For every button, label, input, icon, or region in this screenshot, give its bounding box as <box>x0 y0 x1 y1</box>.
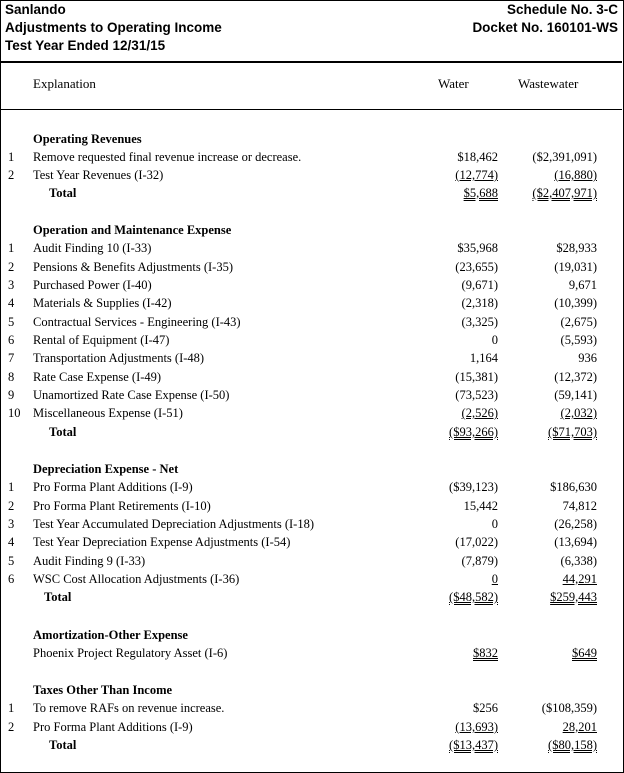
column-header-divider <box>0 109 622 110</box>
line-number: 1 <box>8 701 15 715</box>
water-amount: (15,381) <box>455 370 498 384</box>
header-divider <box>0 61 622 63</box>
water-amount: 1,164 <box>469 351 498 365</box>
section-heading-row <box>0 461 622 479</box>
line-description: Miscellaneous Expense (I-51) <box>33 406 183 420</box>
water-amount: (2,318) <box>461 296 498 310</box>
line-number: 2 <box>8 499 15 513</box>
line-number: 1 <box>8 241 15 255</box>
wastewater-amount: (5,593) <box>560 333 597 347</box>
section-heading-row <box>0 682 622 700</box>
table-row <box>0 167 622 185</box>
line-number: 5 <box>8 554 15 568</box>
docket-number: Docket No. 160101-WS <box>472 20 618 35</box>
company-name: Sanlando <box>5 2 66 17</box>
water-amount: 15,442 <box>463 499 498 513</box>
table-row <box>0 295 622 313</box>
line-description: Phoenix Project Regulatory Asset (I-6) <box>33 646 228 660</box>
wastewater-total: ($80,158) <box>548 738 597 752</box>
header-row-1 <box>0 1 622 19</box>
water-amount: (17,022) <box>455 535 498 549</box>
water-amount: (2,526) <box>461 406 498 420</box>
water-total: ($93,266) <box>449 425 498 439</box>
water-amount: $832 <box>473 646 498 660</box>
table-row <box>0 553 622 571</box>
wastewater-amount: (10,399) <box>554 296 597 310</box>
wastewater-amount: (16,880) <box>554 168 597 182</box>
total-label: Total <box>49 186 77 200</box>
wastewater-amount: 936 <box>578 351 597 365</box>
line-description: To remove RAFs on revenue increase. <box>33 701 225 715</box>
line-description: Pro Forma Plant Additions (I-9) <box>33 480 193 494</box>
wastewater-amount: (2,032) <box>560 406 597 420</box>
total-label: Total <box>49 425 77 439</box>
water-amount: (13,693) <box>455 720 498 734</box>
line-description: Audit Finding 9 (I-33) <box>33 554 146 568</box>
wastewater-amount: $28,933 <box>556 241 597 255</box>
wastewater-amount: ($2,391,091) <box>532 150 597 164</box>
table-row <box>0 719 622 737</box>
line-description: Audit Finding 10 (I-33) <box>33 241 152 255</box>
column-header-explanation: Explanation <box>33 76 96 91</box>
line-description: Contractual Services - Engineering (I-43) <box>33 315 241 329</box>
table-row <box>0 645 622 663</box>
line-number: 3 <box>8 517 15 531</box>
header-row-3 <box>0 37 622 55</box>
line-number: 5 <box>8 315 15 329</box>
total-label: Total <box>44 590 72 604</box>
water-amount: $35,968 <box>457 241 498 255</box>
wastewater-amount: ($108,359) <box>541 701 597 715</box>
wastewater-amount: (59,141) <box>554 388 597 402</box>
wastewater-amount: 44,291 <box>562 572 597 586</box>
line-description: WSC Cost Allocation Adjustments (I-36) <box>33 572 240 586</box>
line-number: 10 <box>8 406 21 420</box>
table-row <box>0 350 622 368</box>
total-row <box>0 737 622 755</box>
table-row <box>0 369 622 387</box>
table-row <box>0 332 622 350</box>
line-number: 6 <box>8 572 15 586</box>
table-row <box>0 534 622 552</box>
wastewater-amount: (13,694) <box>554 535 597 549</box>
line-description: Rate Case Expense (I-49) <box>33 370 162 384</box>
wastewater-amount: $186,630 <box>550 480 597 494</box>
wastewater-amount: (19,031) <box>554 260 597 274</box>
line-description: Transportation Adjustments (I-48) <box>33 351 205 365</box>
wastewater-total: ($71,703) <box>548 425 597 439</box>
table-row <box>0 149 622 167</box>
table-row <box>0 479 622 497</box>
wastewater-amount: $649 <box>572 646 597 660</box>
line-description: Rental of Equipment (I-47) <box>33 333 170 347</box>
line-number: 3 <box>8 278 15 292</box>
test-year-period: Test Year Ended 12/31/15 <box>5 38 166 53</box>
section-heading-row <box>0 627 622 645</box>
table-row <box>0 240 622 258</box>
wastewater-amount: 9,671 <box>568 278 597 292</box>
line-number: 9 <box>8 388 15 402</box>
water-amount: 0 <box>491 572 498 586</box>
line-description: Test Year Revenues (I-32) <box>33 168 164 182</box>
wastewater-amount: (26,258) <box>554 517 597 531</box>
line-description: Test Year Depreciation Expense Adjustments (I-54) <box>33 535 291 549</box>
table-row <box>0 516 622 534</box>
line-number: 2 <box>8 168 15 182</box>
line-number: 8 <box>8 370 15 384</box>
column-header-water: Water <box>438 76 469 91</box>
line-number: 6 <box>8 333 15 347</box>
section-title: Operation and Maintenance Expense <box>33 223 232 237</box>
water-amount: (23,655) <box>455 260 498 274</box>
line-description: Test Year Accumulated Depreciation Adjustments (I-18) <box>33 517 314 531</box>
line-number: 4 <box>8 535 15 549</box>
schedule-title: Adjustments to Operating Income <box>5 20 222 35</box>
section-heading-row <box>0 131 622 149</box>
header-row-2 <box>0 19 622 37</box>
wastewater-total: $259,443 <box>550 590 597 604</box>
water-amount: (9,671) <box>461 278 498 292</box>
total-label: Total <box>49 738 77 752</box>
section-title: Depreciation Expense - Net <box>33 462 179 476</box>
table-row <box>0 277 622 295</box>
water-amount: $256 <box>473 701 498 715</box>
total-row <box>0 185 622 203</box>
water-amount: $18,462 <box>457 150 498 164</box>
water-total: $5,688 <box>463 186 498 200</box>
line-description: Pro Forma Plant Retirements (I-10) <box>33 499 211 513</box>
line-number: 7 <box>8 351 15 365</box>
line-description: Purchased Power (I-40) <box>33 278 152 292</box>
total-row <box>0 424 622 442</box>
total-row <box>0 589 622 607</box>
section-title: Taxes Other Than Income <box>33 683 173 697</box>
line-description: Pensions & Benefits Adjustments (I-35) <box>33 260 233 274</box>
table-row <box>0 498 622 516</box>
table-row <box>0 405 622 423</box>
line-number: 2 <box>8 260 15 274</box>
line-description: Unamortized Rate Case Expense (I-50) <box>33 388 230 402</box>
water-total: ($13,437) <box>449 738 498 752</box>
water-amount: (73,523) <box>455 388 498 402</box>
line-number: 2 <box>8 720 15 734</box>
line-description: Pro Forma Plant Additions (I-9) <box>33 720 193 734</box>
wastewater-amount: 28,201 <box>562 720 597 734</box>
schedule-number: Schedule No. 3-C <box>506 2 618 17</box>
water-total: ($48,582) <box>449 590 498 604</box>
line-description: Materials & Supplies (I-42) <box>33 296 172 310</box>
line-number: 1 <box>8 480 15 494</box>
water-amount: (7,879) <box>461 554 498 568</box>
line-number: 4 <box>8 296 15 310</box>
wastewater-amount: (6,338) <box>560 554 597 568</box>
water-amount: ($39,123) <box>449 480 498 494</box>
wastewater-amount: (2,675) <box>560 315 597 329</box>
water-amount: (3,325) <box>461 315 498 329</box>
water-amount: 0 <box>491 333 498 347</box>
section-heading-row <box>0 222 622 240</box>
water-amount: (12,774) <box>455 168 498 182</box>
line-description: Remove requested final revenue increase or decrease. <box>33 150 302 164</box>
water-amount: 0 <box>491 517 498 531</box>
line-number: 1 <box>8 150 15 164</box>
wastewater-total: ($2,407,971) <box>532 186 597 200</box>
table-row <box>0 259 622 277</box>
table-row <box>0 700 622 718</box>
table-row <box>0 387 622 405</box>
section-title: Amortization-Other Expense <box>33 628 188 642</box>
table-row <box>0 314 622 332</box>
wastewater-amount: (12,372) <box>554 370 597 384</box>
table-row <box>0 571 622 589</box>
column-header-wastewater: Wastewater <box>518 76 579 91</box>
section-title: Operating Revenues <box>33 132 142 146</box>
wastewater-amount: 74,812 <box>562 499 597 513</box>
